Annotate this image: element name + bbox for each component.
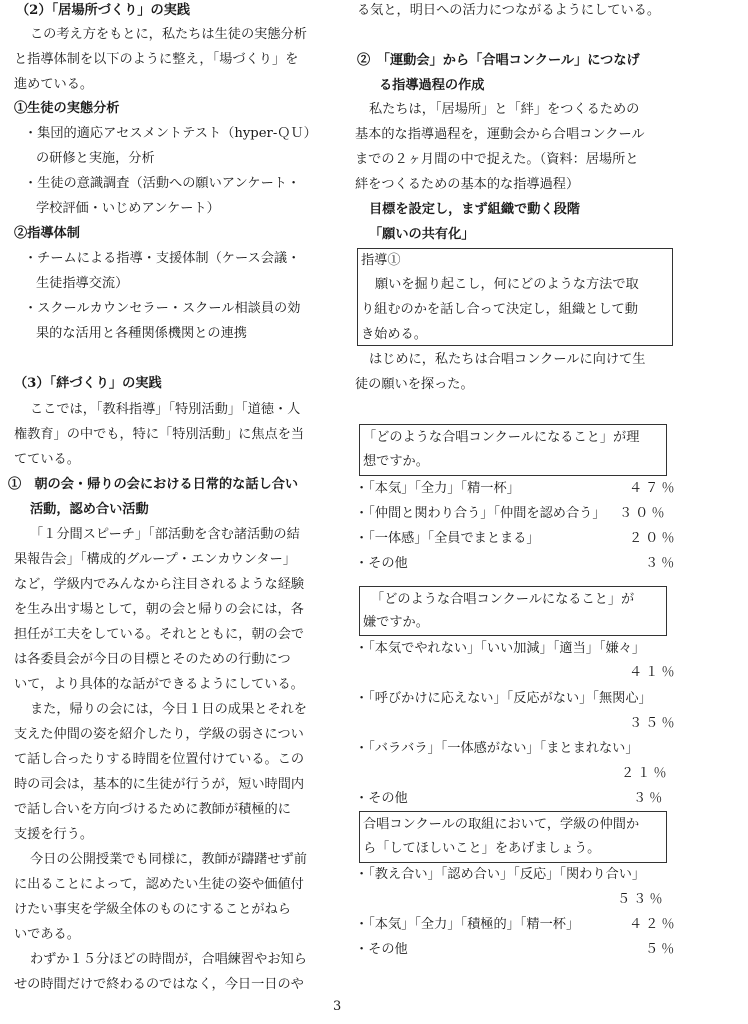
paragraph-line: いて，より具体的な話ができるようにしている。	[14, 677, 304, 692]
survey-question: 想ですか。	[363, 454, 429, 469]
survey-answer: ・「呼びかけに応えない」「反応がない」「無関心」	[355, 691, 652, 706]
subsection-1-heading: ① 朝の会・帰りの会における日常的な話し合い	[8, 477, 299, 492]
survey-percentage: ３５％	[629, 716, 678, 731]
guidance-line: 願いを掘り起こし，何にどのような方法で取	[375, 277, 639, 292]
bullet-line: 生徒指導交流）	[36, 276, 129, 291]
survey-percentage: ５３％	[617, 892, 666, 907]
bullet-line: の研修と実施，分析	[36, 151, 155, 166]
survey-percentage: ５％	[645, 942, 678, 957]
page-number: 3	[333, 999, 342, 1014]
paragraph-line: で話し合いを方向づけるために教師が積極的に	[14, 802, 291, 817]
survey-percentage: ３％	[645, 556, 678, 571]
paragraph-line: は各委員会が今日の目標とそのための行動につ	[14, 652, 291, 667]
bullet-line: ・スクールカウンセラー・スクール相談員の効	[24, 301, 301, 316]
subsection-2-heading-cont: る指導過程の作成	[379, 78, 485, 93]
paragraph-line: と指導体制を以下のように整え，「場づくり」を	[14, 52, 299, 67]
bullet-line: ・生徒の意識調査（活動への願いアンケート・	[24, 176, 301, 191]
survey-question: 嫌ですか。	[363, 615, 429, 630]
paragraph-line: 支援を行う。	[14, 827, 94, 842]
bullet-line: 学校評価・いじめアンケート）	[36, 201, 220, 216]
survey-answer: ・「本気」「全力」「積極的」「精一杯」	[355, 917, 580, 932]
paragraph-line: 今日の公開授業でも同様に，教師が躊躇せず前	[30, 852, 307, 867]
paragraph-line: また，帰りの会には，今日１日の成果とそれを	[30, 702, 307, 717]
paragraph-line: 徒の願いを探った。	[355, 377, 474, 392]
paragraph-line: てている。	[14, 452, 80, 467]
guidance-line: り組むのかを話し合って決定し，組織として動	[361, 302, 638, 317]
paragraph-line: を生み出す場として，朝の会と帰りの会には，各	[14, 602, 304, 617]
paragraph-line: など，学級内でみんなから注目されるような経験	[14, 577, 305, 592]
paragraph-line: 権教育」の中でも，特に「特別活動」に焦点を当	[14, 427, 305, 442]
paragraph-line: 支えた仲間の姿を紹介したり，学級の弱さについ	[14, 727, 304, 742]
survey-answer: ・「仲間と関わり合う」「仲間を認め合う」	[355, 506, 606, 521]
paragraph-line: 進めている。	[14, 77, 94, 92]
paragraph-line: 時の司会は，基本的に生徒が行うが，短い時間内	[14, 777, 305, 792]
stage-subheading: 「願いの共有化」	[369, 227, 475, 242]
paragraph-line: 私たちは，「居場所」と「絆」をつくるための	[369, 102, 640, 117]
continuation-line: る気と，明日への活力につながるようにしている。	[357, 3, 661, 18]
stage-heading: 目標を設定し，まず組織で動く段階	[369, 202, 580, 217]
paragraph-line: せの時間だけで終わるのではなく，今日一日のや	[14, 977, 304, 992]
bullet-line: 果的な活用と各種関係機関との連携	[36, 326, 247, 341]
paragraph-line: いである。	[14, 927, 80, 942]
bullet-line: ・集団的適応アセスメントテスト（hyper-ＱＵ）	[24, 126, 317, 141]
survey-percentage: ３０％	[619, 506, 668, 521]
paragraph-line: て話し合ったりする時間を位置付けている。この	[14, 752, 305, 767]
paragraph-line: この考え方をもとに，私たちは生徒の実態分析	[30, 27, 307, 42]
survey-percentage: ２１％	[621, 766, 670, 781]
survey-percentage: ３％	[633, 791, 666, 806]
paragraph-line: わずか１５分ほどの時間が，合唱練習やお知ら	[30, 952, 307, 967]
paragraph-line: 基本的な指導過程を，運動会から合唱コンクール	[355, 127, 645, 142]
survey-answer: ・「バラバラ」「一体感がない」「まとまれない」	[355, 741, 639, 756]
survey-percentage: ４２％	[629, 917, 678, 932]
item-1-heading: ①生徒の実態分析	[14, 101, 120, 116]
survey-percentage: ４７％	[629, 481, 678, 496]
paragraph-line: けたい事実を学級全体のものにすることがねら	[14, 902, 291, 917]
survey-answer: ・「一体感」「全員でまとまる」	[355, 531, 540, 546]
subsection-2-heading: ② 「運動会」から「合唱コンクール」につなげ	[357, 53, 640, 68]
guidance-line: き始める。	[361, 327, 427, 342]
survey-answer: ・「教え合い」「認め合い」「反応」「関わり合い」	[355, 867, 646, 882]
survey-percentage: ４１％	[629, 665, 678, 680]
paragraph-line: 絆をつくるための基本的な指導過程）	[355, 177, 580, 192]
paragraph-line: 果報告会」「構成的グループ・エンカウンター」	[14, 552, 296, 567]
survey-percentage: ２０％	[629, 531, 678, 546]
subsection-1-heading-cont: 活動，認め合い活動	[30, 502, 149, 517]
paragraph-line: 「１分間スピーチ」「部活動を含む諸活動の結	[30, 527, 300, 542]
survey-answer: ・その他	[355, 942, 408, 957]
survey-question: ら「してほしいこと」をあげましょう。	[363, 841, 601, 856]
section-2-heading: （2）「居場所づくり」の実践	[16, 3, 191, 18]
survey-answer: ・「本気でやれない」「いい加減」「適当」「嫌々」	[355, 641, 646, 656]
survey-question: 合唱コンクールの取組において，学級の仲間か	[363, 817, 640, 832]
survey-question: 「どのような合唱コンクールになること」が	[371, 592, 635, 607]
item-2-heading: ②指導体制	[14, 226, 80, 241]
survey-question: 「どのような合唱コンクールになること」が理	[363, 430, 640, 445]
paragraph-line: までの２ヶ月間の中で捉えた。（資料：居場所と	[355, 152, 639, 167]
survey-answer: ・「本気」「全力」「精一杯」	[355, 481, 520, 496]
paragraph-line: に出ることによって，認めたい生徒の姿や価値付	[14, 877, 304, 892]
paragraph-line: ここでは，「教科指導」「特別活動」「道徳・人	[30, 402, 301, 417]
section-3-heading: （3）「絆づくり」の実践	[14, 376, 162, 391]
bullet-line: ・チームによる指導・支援体制（ケース会議・	[24, 251, 301, 266]
paragraph-line: はじめに，私たちは合唱コンクールに向けて生	[369, 352, 646, 367]
survey-answer: ・その他	[355, 791, 408, 806]
guidance-label: 指導①	[361, 253, 401, 268]
paragraph-line: 担任が工夫をしている。それとともに，朝の会で	[14, 627, 305, 642]
survey-answer: ・その他	[355, 556, 408, 571]
